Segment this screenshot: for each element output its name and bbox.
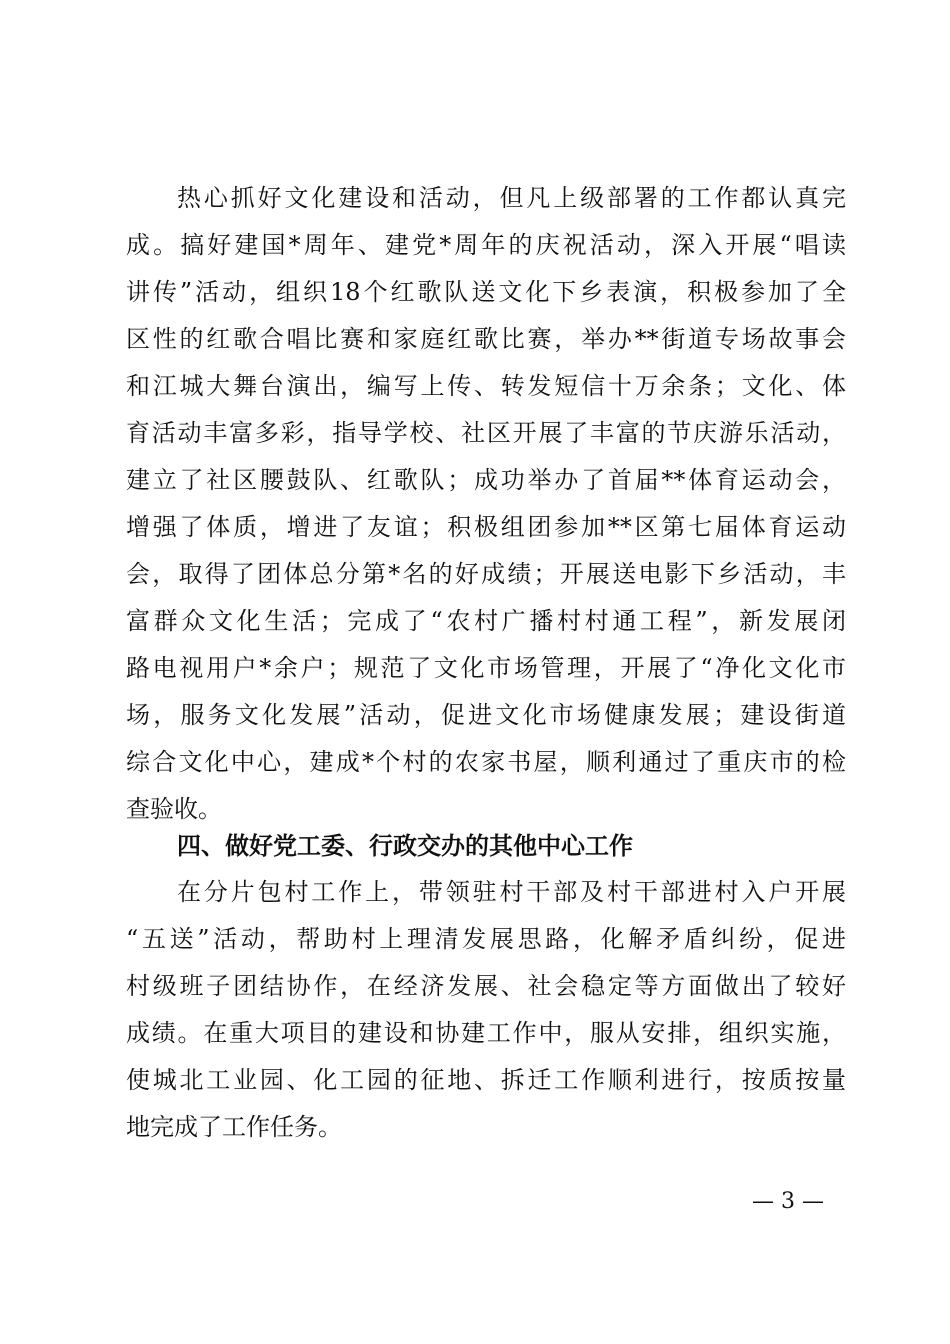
paragraph-1-line-9: 会，取得了团体总分第*名的好成绩；开展送电影下乡活动，丰: [126, 560, 846, 588]
paragraph-2-line-3: 村级班子团结协作，在经济发展、社会稳定等方面做出了较好: [126, 972, 846, 1000]
paragraph-1-line-1: 热心抓好文化建设和活动，但凡上级部署的工作都认真完: [177, 184, 846, 212]
paragraph-1-line-4: 区性的红歌合唱比赛和家庭红歌比赛，举办**街道专场故事会: [126, 325, 846, 353]
paragraph-2-line-5: 使城北工业园、化工园的征地、拆迁工作顺利进行，按质按量: [126, 1066, 846, 1094]
paragraph-1-line-12: 场，服务文化发展”活动，促进文化市场健康发展；建设街道: [126, 701, 846, 729]
paragraph-1-line-11: 路电视用户*余户；规范了文化市场管理，开展了“净化文化市: [126, 654, 846, 682]
section-heading: 四、做好党工委、行政交办的其他中心工作: [177, 832, 633, 860]
paragraph-2-line-1: 在分片包村工作上，带领驻村干部及村干部进村入户开展: [177, 878, 846, 906]
paragraph-2-line-4: 成绩。在重大项目的建设和协建工作中，服从安排，组织实施，: [126, 1019, 846, 1047]
paragraph-1-line-7: 建立了社区腰鼓队、红歌队；成功举办了首届**体育运动会，: [126, 466, 846, 494]
paragraph-1-line-8: 增强了体质，增进了友谊；积极组团参加**区第七届体育运动: [126, 513, 846, 541]
paragraph-1-line-2: 成。搞好建国*周年、建党*周年的庆祝活动，深入开展“唱读: [126, 231, 846, 259]
paragraph-2-line-6: 地完成了工作任务。: [126, 1113, 342, 1141]
paragraph-1-line-10: 富群众文化生活；完成了“农村广播村村通工程”，新发展闭: [126, 607, 846, 635]
paragraph-2-line-2: “五送”活动，帮助村上理清发展思路，化解矛盾纠纷，促进: [126, 925, 846, 953]
paragraph-1-line-6: 育活动丰富多彩，指导学校、社区开展了丰富的节庆游乐活动，: [126, 419, 846, 447]
page-number: — 3 —: [752, 1189, 824, 1214]
paragraph-1-line-13: 综合文化中心，建成*个村的农家书屋，顺利通过了重庆市的检: [126, 748, 846, 776]
paragraph-1-line-14: 查验收。: [126, 795, 222, 823]
paragraph-1-line-3: 讲传”活动，组织18个红歌队送文化下乡表演，积极参加了全: [126, 278, 846, 306]
paragraph-1-line-5: 和江城大舞台演出，编写上传、转发短信十万余条；文化、体: [126, 372, 846, 400]
